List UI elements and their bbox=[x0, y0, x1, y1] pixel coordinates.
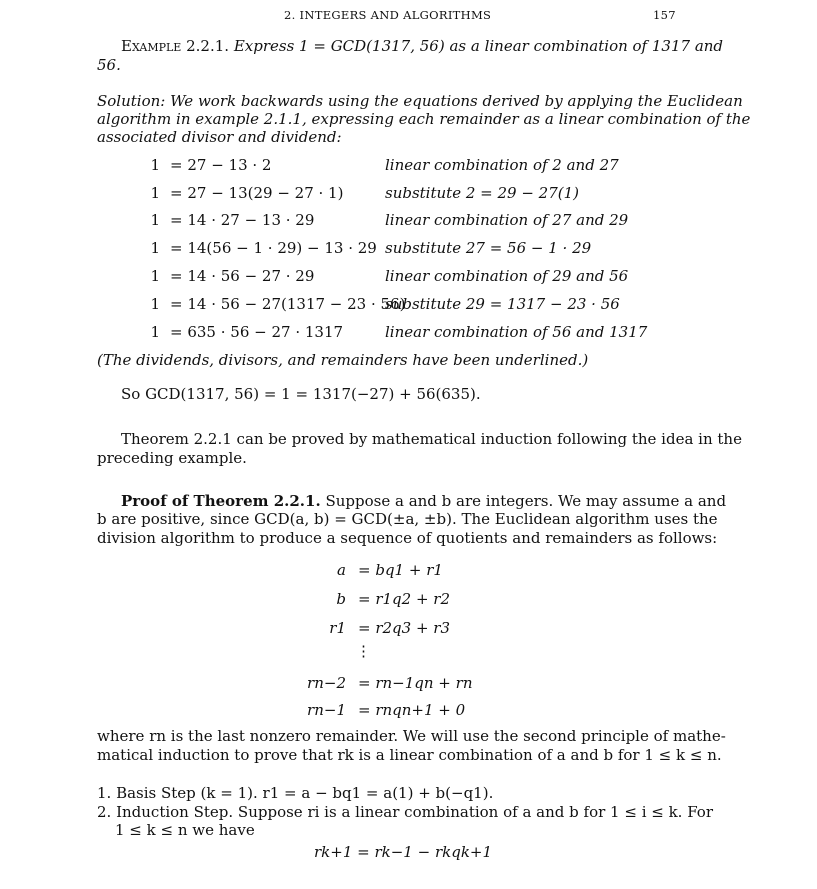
solution-conclusion: So GCD(1317, 56) = 1 = 1317(−27) + 56(635). bbox=[121, 385, 481, 403]
page-number: 157 bbox=[653, 8, 676, 22]
induction-step-line-2: 1 ≤ k ≤ n we have bbox=[115, 821, 255, 839]
row-note: linear combination of 56 and 1317 bbox=[385, 323, 648, 341]
solution-line-1: Solution: We work backwards using the equations derived by applying the Euclidean bbox=[97, 92, 743, 110]
eq-lhs: r1 bbox=[329, 619, 346, 637]
proof-after-line-1: where rn is the last nonzero remainder. We will use the second principle of mathe- bbox=[97, 727, 726, 745]
induction-step-line-1: 2. Induction Step. Suppose ri is a linear combination of a and b for 1 ≤ i ≤ k. For bbox=[97, 803, 714, 821]
theorem-note-line-2: preceding example. bbox=[97, 449, 247, 467]
solution-line-2: algorithm in example 2.1.1, expressing each remainder as a linear combination of the bbox=[97, 110, 751, 128]
row-lhs: 1 bbox=[150, 295, 160, 313]
eq-lhs: rn−2 bbox=[307, 674, 346, 692]
row-lhs: 1 bbox=[150, 267, 160, 285]
final-equation: rk+1 = rk−1 − rkqk+1 bbox=[314, 843, 493, 861]
eq-rhs: = rnqn+1 + 0 bbox=[358, 701, 466, 719]
row-lhs: 1 bbox=[150, 239, 160, 257]
eq-lhs: rn−1 bbox=[307, 701, 346, 719]
row-lhs: 1 bbox=[150, 184, 160, 202]
proof-label: Proof of Theorem 2.2.1. bbox=[121, 492, 321, 510]
row-rhs: = 27 − 13 · 2 bbox=[170, 156, 272, 174]
eq-rhs: = r1q2 + r2 bbox=[358, 590, 451, 608]
theorem-note-line-1: Theorem 2.2.1 can be proved by mathematical induction following the idea in the bbox=[121, 430, 742, 448]
row-note: linear combination of 2 and 27 bbox=[385, 156, 619, 174]
example-statement-line-1: Express 1 = GCD(1317, 56) as a linear combination of 1317 and bbox=[233, 37, 724, 55]
proof-line-2: b are positive, since GCD(a, b) = GCD(±a, ±b). The Euclidean algorithm uses the bbox=[97, 510, 718, 528]
eq-rhs: = r2q3 + r3 bbox=[358, 619, 451, 637]
proof-after-line-2: matical induction to prove that rk is a linear combination of a and b for 1 ≤ k ≤ n. bbox=[97, 746, 722, 764]
eq-rhs: = rn−1qn + rn bbox=[358, 674, 473, 692]
row-rhs: = 635 · 56 − 27 · 1317 bbox=[170, 323, 344, 341]
eq-lhs: a bbox=[337, 561, 346, 579]
row-note: linear combination of 27 and 29 bbox=[385, 211, 629, 229]
row-rhs: = 14 · 56 − 27(1317 − 23 · 56) bbox=[170, 295, 406, 313]
row-lhs: 1 bbox=[150, 211, 160, 229]
row-rhs: = 27 − 13(29 − 27 · 1) bbox=[170, 184, 344, 202]
basis-step: 1. Basis Step (k = 1). r1 = a − bq1 = a(1) + b(−q1). bbox=[97, 784, 494, 802]
row-lhs: 1 bbox=[150, 323, 160, 341]
row-note: substitute 29 = 1317 − 23 · 56 bbox=[385, 295, 620, 313]
solution-line-3: associated divisor and dividend: bbox=[97, 128, 342, 146]
row-lhs: 1 bbox=[150, 156, 160, 174]
example-label: Example 2.2.1. bbox=[121, 37, 230, 55]
example-statement-line-2: 56. bbox=[97, 56, 121, 74]
solution-remark: (The dividends, divisors, and remainders have been underlined.) bbox=[97, 351, 589, 369]
row-rhs: = 14(56 − 1 · 29) − 13 · 29 bbox=[170, 239, 377, 257]
proof-line-1 bbox=[121, 492, 726, 511]
eq-lhs: b bbox=[336, 590, 346, 608]
eq-rhs: = bq1 + r1 bbox=[358, 561, 443, 579]
vdots: ⋮ bbox=[356, 642, 371, 660]
proof-line-1-rest: Suppose a and b are integers. We may assume a and bbox=[325, 492, 727, 510]
example-statement bbox=[121, 37, 723, 56]
row-note: substitute 27 = 56 − 1 · 29 bbox=[385, 239, 592, 257]
proof-line-3: division algorithm to produce a sequence of quotients and remainders as follows: bbox=[97, 529, 718, 547]
row-note: linear combination of 29 and 56 bbox=[385, 267, 629, 285]
row-rhs: = 14 · 27 − 13 · 29 bbox=[170, 211, 315, 229]
row-note: substitute 2 = 29 − 27(1) bbox=[385, 184, 580, 202]
running-head-chapter: 2. INTEGERS AND ALGORITHMS bbox=[284, 8, 492, 22]
row-rhs: = 14 · 56 − 27 · 29 bbox=[170, 267, 315, 285]
